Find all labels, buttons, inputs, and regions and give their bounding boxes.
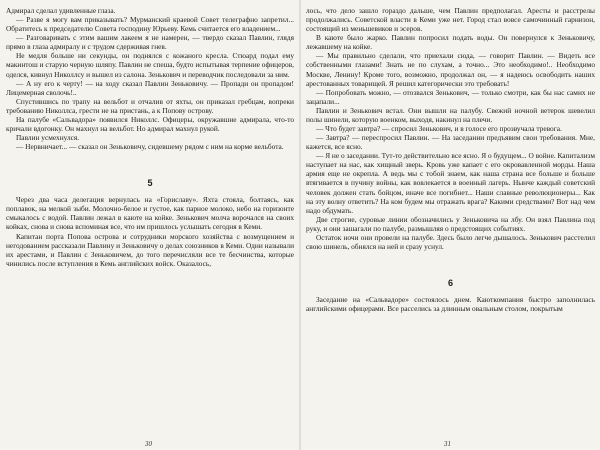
paragraph: Не медля больше ни секунды, он поднялся с кожаного кресла. Стюард подал ему макинтош и старую черную шляпу. Павлин не спеша, будто испытывая терпение офицеров, оделся, кивнул Николлсу и вышел из салона. Зенькович и переводчик последовали за ним. (6, 51, 294, 79)
paragraph: — Я не о заседании. Тут-то действительно все ясно. Я о будущем... О войне. Капитализм наступает на нас, как хищный зверь. Кровь уже капает с его окровавленной морды. Наша армия еще не окрепла. А ведь мы с тобой знаем, как наша страна все больше и больше втягивается в пучину войны, как вовлекается в военный лагерь. Нынче каждый советский человек должен стать бойцом, иначе все погибнет... Наши славные революционеры... Как на эту волну ответить? На ком будем мы отражать врага? Какими средствами? Вот над чем надо обдумать. (306, 151, 595, 215)
paragraph: — Разве я могу вам приказывать? Мурманский краевой Совет телеграфно запретил... Обратитесь к председателю Совета господину Юрьеву. Кемь считается его владением... (6, 15, 294, 34)
right-text-block-a (306, 6, 595, 251)
paragraph: Капитан порта Попова острова и сотрудники морского хозяйства с возмущением и негодованием рассказали Павлину и Зеньковичу о делах союзников в Кеми. Одни называли их арестами, и Павлин с Зеньковичем, до того перечисляли все те бесчинства, которые чинились после вступления в Кемь английских войск. Оказалось, (6, 231, 294, 268)
paragraph: Адмирал сделал удивленные глаза. (6, 6, 116, 15)
paragraph: лось, что дело зашло гораздо дальше, чем Павлин предполагал. Аресты и расстрелы продолжались. Советской власти в Кеми уже нет. Город стал вовсе самочинный гарнизон, состоящий из меньшевиков и эсеров. (306, 6, 595, 34)
paragraph: Остаток ночи они провели на палубе. Здесь было легче дышалось. Зенькович расстелил свою шинель, обнялся на ней и сразу уснул. (306, 232, 595, 252)
paragraph: — Мы правильно сделали, что приехали сюда, — говорит Павлин. — Видеть все собственными глазами! Знать не по слухам, а точно... Это необходимо!.. Необходимо Москве, Ленину! Кроме того, возможно, продолжал он, — я надеюсь освободить наших арестованных товарищей. Я решил категорически это требовать! (306, 51, 595, 88)
paragraph: — Что будет завтра? — спросил Зенькович, и в голосе его прозвучала тревога. (316, 124, 562, 134)
paragraph: Две строгие, суровые линии обозначились у Зеньковича на лбу. Он взял Павлина под руку, и они зашагали по палубе, размышляя о предстоящих событиях. (306, 214, 595, 233)
right-page (306, 6, 595, 446)
left-text-block-a (6, 6, 294, 151)
paragraph: — Разговаривать с этим вашим лакеем я не намерен, — твердо сказал Павлин, глядя прямо в глаза адмиралу и с трудом сдерживая гнев. (6, 33, 294, 52)
paragraph: Павлин и Зенькович встал. Они вышли на палубу. Свежий ночной ветерок шевелил полы шинели, которую военком, выходя, накинул на плечи. (306, 105, 595, 124)
paragraph: Через два часа делегация вернулась на «Гориславу». Яхта стояла, болтаясь, как поплавок, на мелкой зыби. Молочно-белое и густое, как парное молоко, небо на горизонте смыкалось с водой. Павлин лежал в каюте на койке. Зенькович молча ворочался на своих койках, снова и снова вспоминая все, что им пришлось услышать сегодня в Кеми. (6, 195, 294, 232)
chapter-heading: 6 (447, 278, 453, 289)
page-number-left: 30 (145, 440, 152, 448)
paragraph: — Попробовать можно, — отозвался Зенькович, — только смотри, как бы нас самих не зацапали... (306, 87, 595, 106)
page-number-right: 31 (444, 440, 451, 448)
right-text-block-b (306, 295, 595, 313)
book-gutter (299, 0, 301, 450)
paragraph: Павлин усмехнулся. (16, 133, 80, 143)
paragraph: — Нервничает... — сказал он Зеньковичу, сидевшему рядом с ним на корме вельбота. (16, 142, 284, 152)
paragraph: Заседание на «Сальвадоре» состоялось днем. Каюткомпания быстро заполнилась английскими офицерами. Все расселись за длинным овальным столом, покрытым (306, 295, 595, 314)
paragraph: В каюте было жарко. Павлин попросил подать воды. Он повернулся к Зеньковичу, лежавшему на койке. (306, 33, 595, 52)
left-page (6, 6, 294, 446)
chapter-heading: 5 (147, 178, 153, 189)
paragraph: — Завтра? — переспросил Павлин. — На заседании предъявим свои требования. Мне, кажется, все ясно. (306, 133, 595, 152)
paragraph: На палубе «Сальвадора» появился Николлс. Офицеры, окружавшие адмирала, что-то кричали вдогонку. Он махнул на вельбот. Но адмирал махнул рукой. (6, 114, 294, 134)
paragraph: Спустившись по трапу на вельбот и отчалив от яхты, он приказал гребцам, вопреки требованию Николлса, грести не на пристань, а к Попову острову. (6, 96, 294, 115)
left-text-block-b (6, 195, 294, 268)
paragraph: — А ну его к черту! — на ходу сказал Павлин Зеньковичу. — Пропади он пропадом! Лицемерная сволочь!.. (6, 78, 294, 97)
